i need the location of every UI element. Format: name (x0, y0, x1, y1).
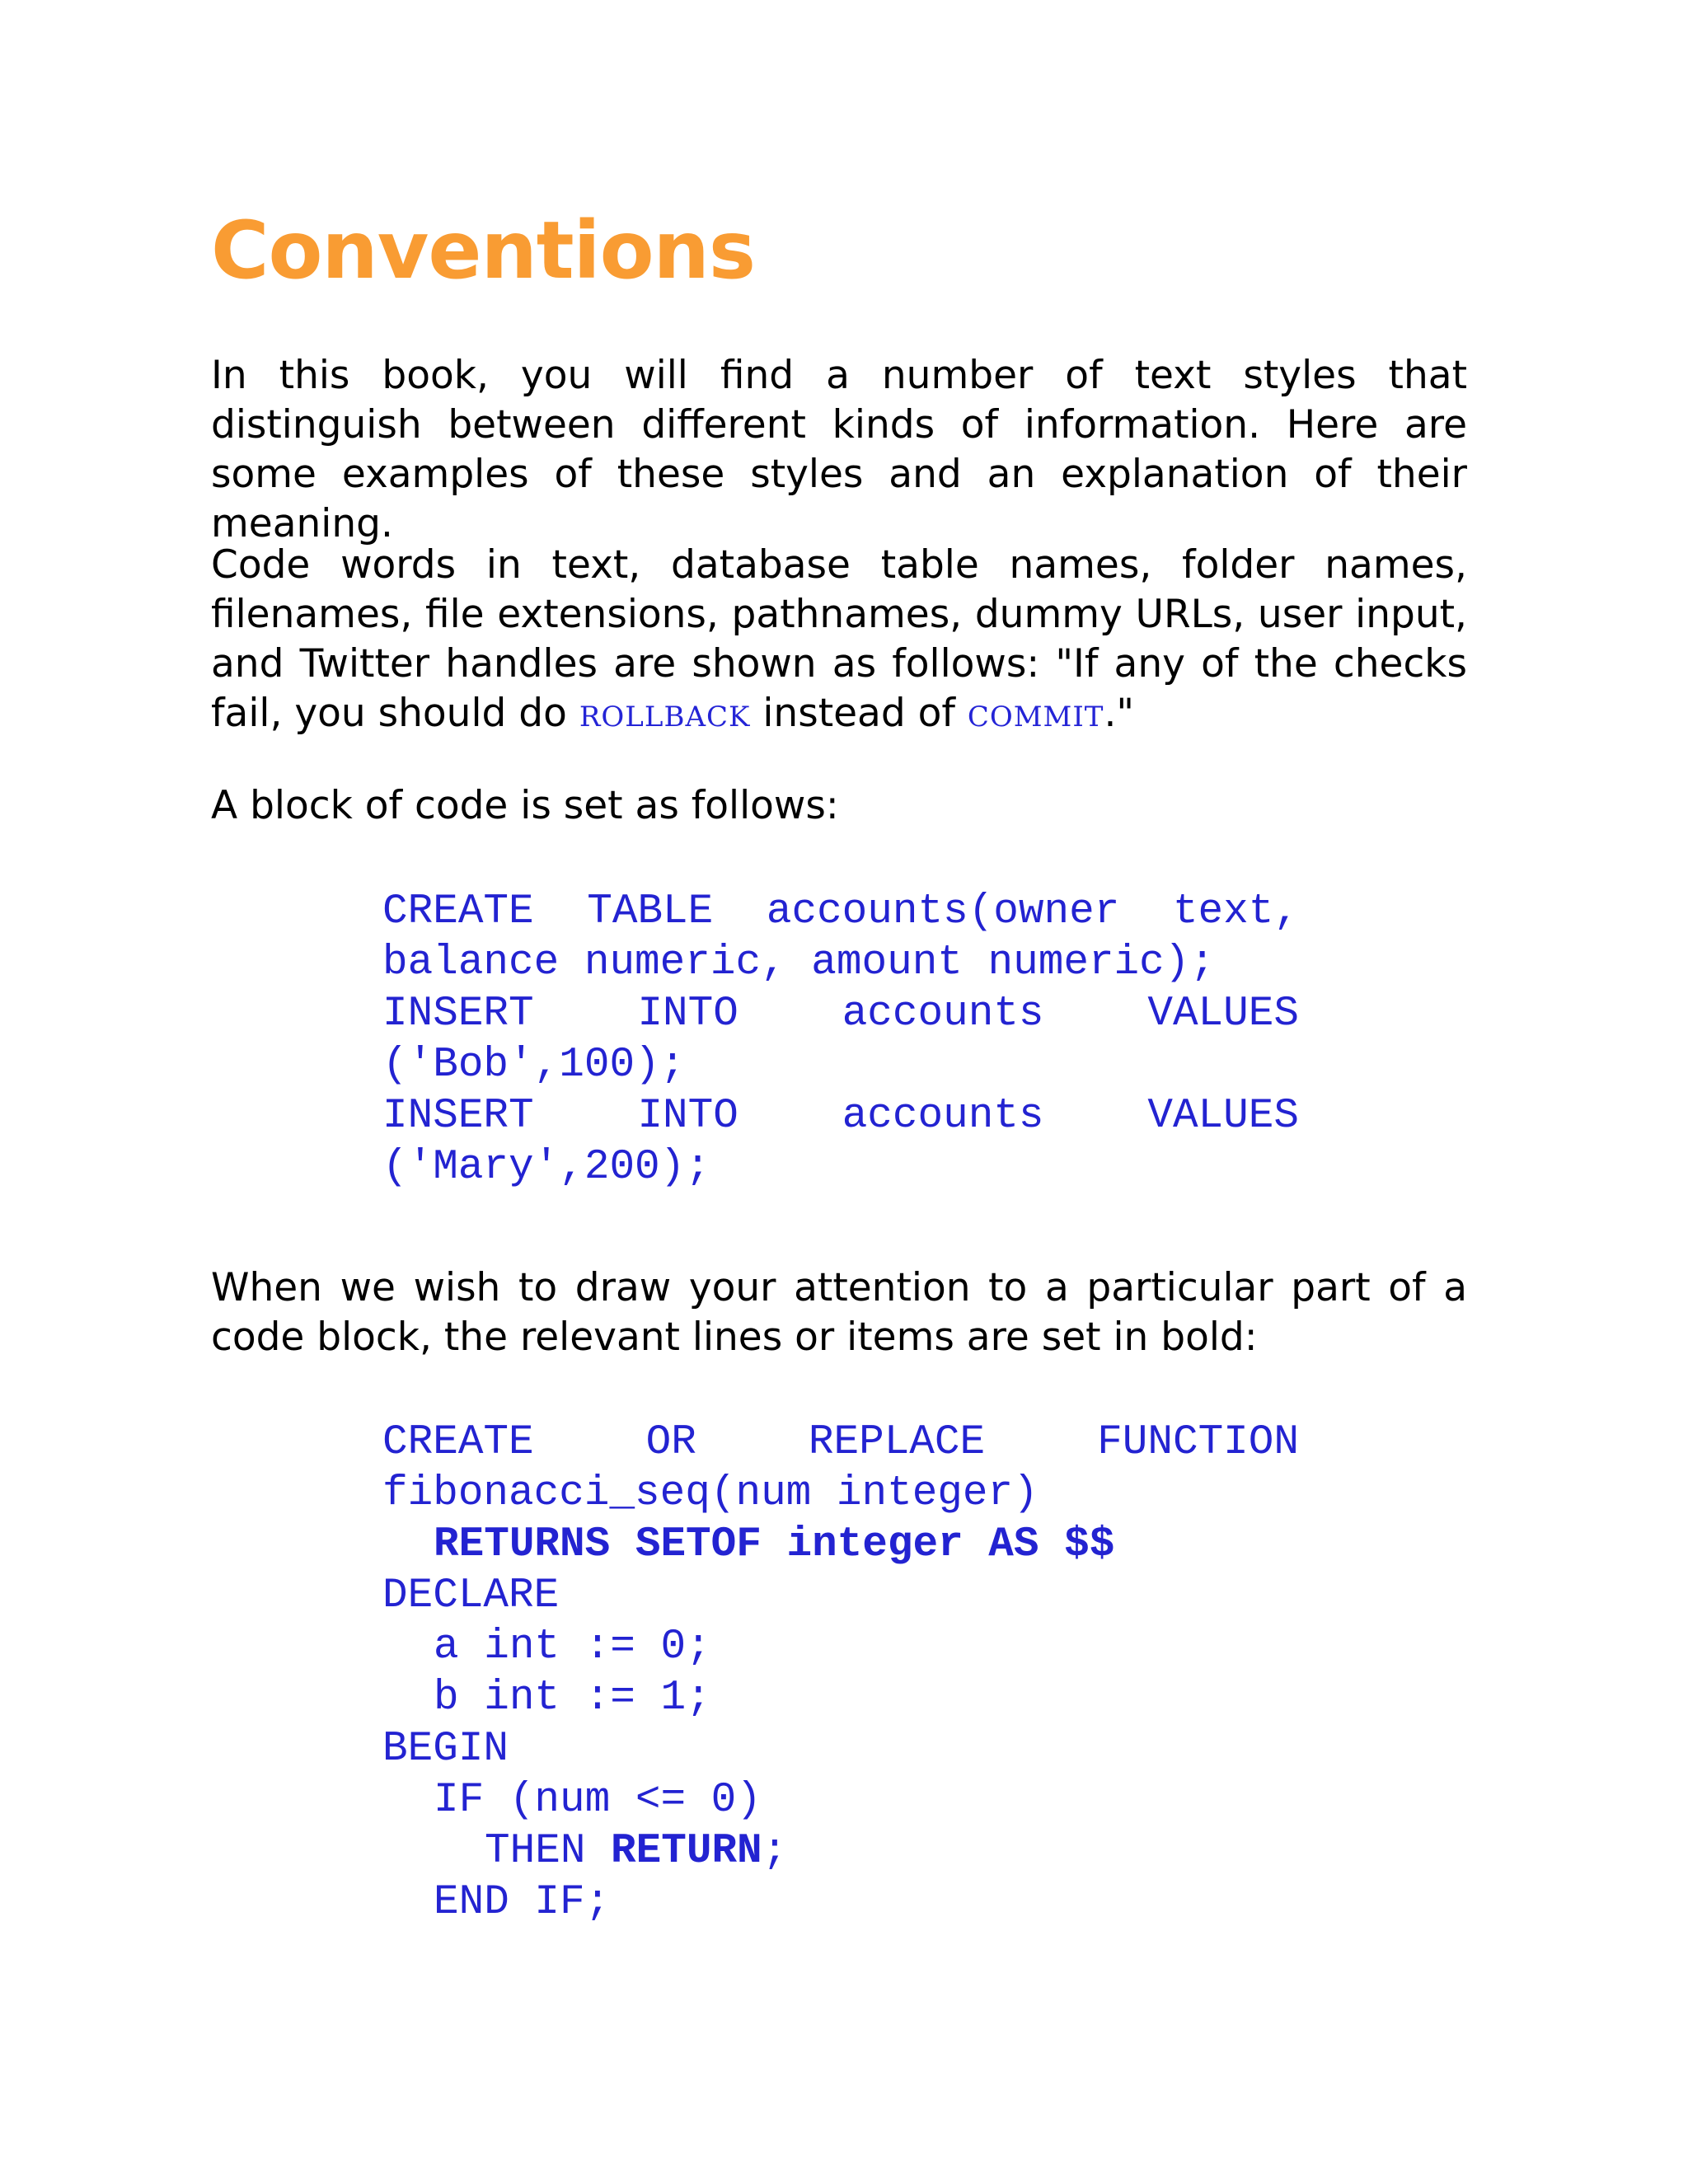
code-line: BEGIN (382, 1726, 509, 1773)
code-token: REPLACE (808, 1419, 986, 1466)
code-token: TABLE (587, 888, 714, 935)
code-token: text, (1172, 888, 1299, 935)
code-line: b int := 1; (434, 1675, 711, 1722)
code-words-tail: ." (1104, 691, 1135, 736)
intro-paragraph: In this book, you will find a number of text styles that distinguish between different kinds of information. Here are some examples of these styles and an explanation of their meaning. (211, 353, 1467, 546)
code-line (382, 887, 1299, 938)
page (211, 0, 1467, 2184)
code-token: THEN (485, 1828, 612, 1875)
code-words-lead: Code words in text, database table names, folder names, filenames, file extensions, pathnames, dummy URLs, user input, and Twitter handles are shown as follows: "If any of the checks fail, you should do (211, 542, 1467, 736)
code-token-bold: RETURN (611, 1828, 762, 1875)
code-line: ('Mary',200); (382, 1144, 710, 1191)
page-title: Conventions (211, 204, 756, 297)
code-token: VALUES (1147, 991, 1299, 1038)
code-block-intro: A block of code is set as follows: (211, 783, 839, 828)
code-token: INSERT (382, 991, 534, 1038)
code-token: INTO (637, 1093, 738, 1140)
code-token: VALUES (1147, 1093, 1299, 1140)
code-words-mid: instead of (750, 691, 968, 736)
code-line: fibonacci_seq(num integer) (382, 1470, 1039, 1517)
code-token: FUNCTION (1097, 1419, 1299, 1466)
code-token: OR (645, 1419, 696, 1466)
code-token: ; (762, 1828, 788, 1875)
inline-code-rollback: ROLLBACK (579, 701, 751, 733)
code-line: balance numeric, amount numeric); (382, 940, 1215, 987)
code-line: a int := 0; (434, 1624, 711, 1671)
code-token: accounts (842, 991, 1044, 1038)
code-block-fibonacci (382, 1418, 1299, 1929)
code-token: INSERT (382, 1093, 534, 1140)
code-line: DECLARE (382, 1572, 560, 1619)
code-token: accounts (842, 1093, 1044, 1140)
code-block-create-table (382, 887, 1299, 1193)
code-words-paragraph (211, 541, 1467, 742)
code-line (382, 1091, 1299, 1142)
code-token: CREATE (382, 1419, 534, 1466)
code-line (382, 989, 1299, 1040)
code-line: END IF; (434, 1879, 611, 1926)
inline-code-commit: COMMIT (967, 701, 1104, 733)
code-token: INTO (637, 991, 738, 1038)
code-token: accounts(owner (766, 888, 1120, 935)
code-line (382, 1418, 1299, 1469)
bold-highlight-paragraph: When we wish to draw your attention to a particular part of a code block, the relevant lines or items are set in bold: (211, 1265, 1467, 1360)
code-token: CREATE (382, 888, 534, 935)
code-line: ('Bob',100); (382, 1042, 686, 1089)
code-line (382, 1826, 1299, 1877)
code-line: IF (num <= 0) (434, 1777, 762, 1824)
code-line-bold: RETURNS SETOF integer AS $$ (434, 1521, 1115, 1568)
